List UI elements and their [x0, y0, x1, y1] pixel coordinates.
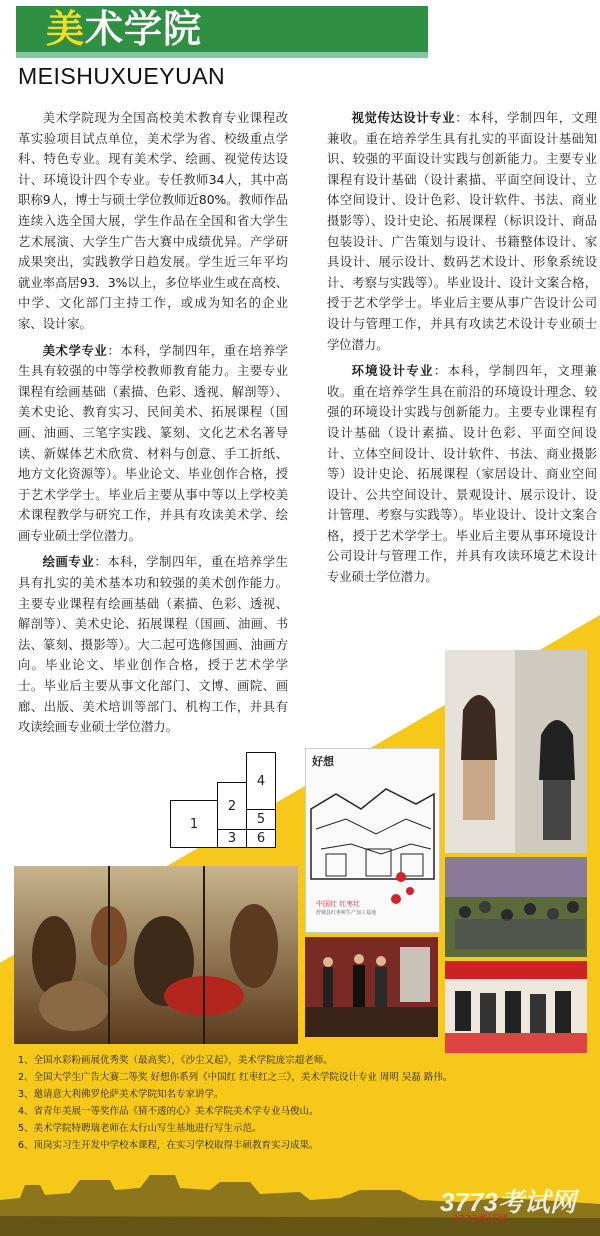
diagram-cell-6: 6 [246, 829, 276, 848]
major-visual-design-title: 视觉传达设计专业 [351, 111, 456, 125]
photo-layout-diagram [170, 752, 278, 848]
left-column [18, 108, 288, 744]
major-fine-arts-title: 美术学专业 [42, 343, 108, 358]
page-title [46, 8, 202, 50]
photo-portrait-painting [445, 650, 587, 853]
diagram-cell-4: 4 [246, 752, 276, 810]
photo-captions [18, 1052, 588, 1154]
major-environment-design-title: 环境设计专业 [351, 364, 434, 379]
diagram-cell-2: 2 [217, 782, 247, 830]
major-painting-body: ：本科，学制四年，重在培养学生具有扎实的美术基本功和较强的美术创作能力。主要专业课程有绘画基础（素描、色彩、透视、解剖等）、美术史论、拓展课程（国画、油画、书法、篆刻、摄影等）。大二起可选修国画、油画方向。毕业论文、毕业创作合格，授于艺术学学士。毕业后主要从事文化部门、文博、画院、画廊、出版、美术培训等部门、机构工作，并具有攻读绘画专业硕士学位潜力。 [18, 555, 288, 735]
poster-calligraphy: 好想 [312, 755, 334, 768]
photo-sketching-demo [445, 857, 587, 957]
intro-paragraph: 美术学院现为全国高校美术教育专业课程改革实验项目试点单位，美术学为省、校级重点学科、特色专业。现有美术学、绘画、视觉传达设计、环境设计四个专业。专任教师34人，其中高职称9人，博士与硕士学位教师近80%。教师作品连续入选全国大展，学生作品在全国和省大学生艺术展演、大学生广告大赛中成绩优异。产学研成果突出，实践教学日趋发展。学生近三年平均就业率高居93．3%以上，多位毕业生或在高校、中学、文化部门主持工作，或成为知名的企业家、设计家。 [18, 111, 288, 331]
poster-tagline: 舒城县红枣树生产加工基地 [316, 910, 377, 916]
photo-teaching-practice [445, 961, 587, 1053]
major-environment-design-paragraph [327, 361, 597, 588]
caption-item: 3、邀请意大利佛罗伦萨美术学院知名专家讲学。 [18, 1089, 224, 1100]
site-watermark: 3773考试网 [440, 1187, 576, 1217]
caption-item: 2、全国大学生广告大赛二等奖 好想你系列《中国红 红枣红之三》，美术学院设计专业 周明 吴磊 路伟。 [18, 1072, 453, 1083]
sketching-image [445, 857, 587, 957]
portrait-image [445, 650, 587, 853]
diagram-cell-3: 3 [217, 829, 247, 848]
diagram-cell-1: 1 [170, 800, 218, 848]
right-column [327, 108, 597, 594]
caption-item: 1、全国水彩粉画展优秀奖（最高奖），《沙尘又起》，美术学院庞宗超老师。 [18, 1055, 333, 1066]
caption-item: 5、美术学院特聘瑞老师在太行山写生基地进行写生示范。 [18, 1123, 262, 1134]
major-visual-design-body: ：本科，学制四年，文理兼收。重在培养学生具有扎实的平面设计基础知识、较强的平面设计实践与创新能力。主要专业课程有设计基础（设计素描、平面空间设计、立体空间设计、设计色彩、设计软件、书法、商业摄影等）、设计史论、拓展课程（标识设计、商品包装设计、广告策划与设计、书籍整体设计、家具设计、展示设计、数码艺术设计、形象系统设计、考察与实践等）。毕业设计、设计文案合格，授于艺术学学士。毕业后主要从事广告设计公司设计与管理工作，并具有攻读艺术设计专业硕士学位潜力。 [327, 111, 597, 352]
caption-item: 6、顶岗实习生开发中学校本课程，在实习学校取得丰硕教育实习成果。 [18, 1140, 319, 1151]
major-visual-design-paragraph [327, 108, 597, 355]
classroom-image [445, 961, 587, 1053]
photo-expert-lecture [305, 937, 438, 1037]
title-first-char: 美 [46, 7, 86, 51]
major-environment-design-body: ：本科，学制四年，文理兼收。重在培养学生具在前沿的环境设计理念、较强的环境设计实践与创新能力。主要专业课程有设计基础（设计素描、设计色彩、平面空间设计、立体空间设计、设计软件、书法、商业摄影等）设计史论、拓展课程（家居设计、商业空间设计、公共空间设计、景观设计、展示设计、设计管理、考察与实践等）。毕业设计、设计文案合格，授于艺术学学士。毕业后主要从事环境设计公司设计与管理工作，并具有攻读环境艺术设计专业硕士学位潜力。 [327, 364, 597, 585]
poster-brand: 中国红 红枣红 [316, 900, 361, 908]
diagram-cell-5: 5 [246, 809, 276, 830]
header-underline [16, 52, 428, 58]
site-watermark-sub: 3773考试网 [452, 1214, 508, 1225]
major-painting-title: 绘画专业 [42, 555, 95, 570]
page-subtitle-pinyin: MEISHUXUEYUAN [18, 63, 226, 89]
painting-image [14, 866, 298, 1044]
page-header [16, 6, 428, 52]
major-painting-paragraph [18, 552, 288, 737]
caption-item: 4、省青年美展一等奖作品《猜不透的心》美术学院美术学专业马俊山。 [18, 1106, 319, 1117]
title-rest: 术学院 [85, 7, 203, 51]
photo-ad-poster [305, 748, 440, 933]
major-fine-arts-body: ：本科，学制四年，重在培养学生具有较强的中等学校教师教育能力。主要专业课程有绘画基础（素描、色彩、透视、解剖等）、美术史论、教育实习、民间美术、拓展课程（国画、油画、三笔字实践、篆刻、文化艺术名著导读、新媒体艺术欣赏、材料与创意、手工折纸、地方文化资源等）。毕业论文、毕业创作合格，授于艺术学学士。毕业后主要从事中等以上学校美术课程教学与研究工作，并具有攻读美术学、绘画专业硕士学位潜力。 [18, 343, 288, 543]
photo-painting-sandstorm [14, 866, 298, 1044]
major-fine-arts-paragraph [18, 341, 288, 547]
lecture-image [305, 937, 438, 1037]
